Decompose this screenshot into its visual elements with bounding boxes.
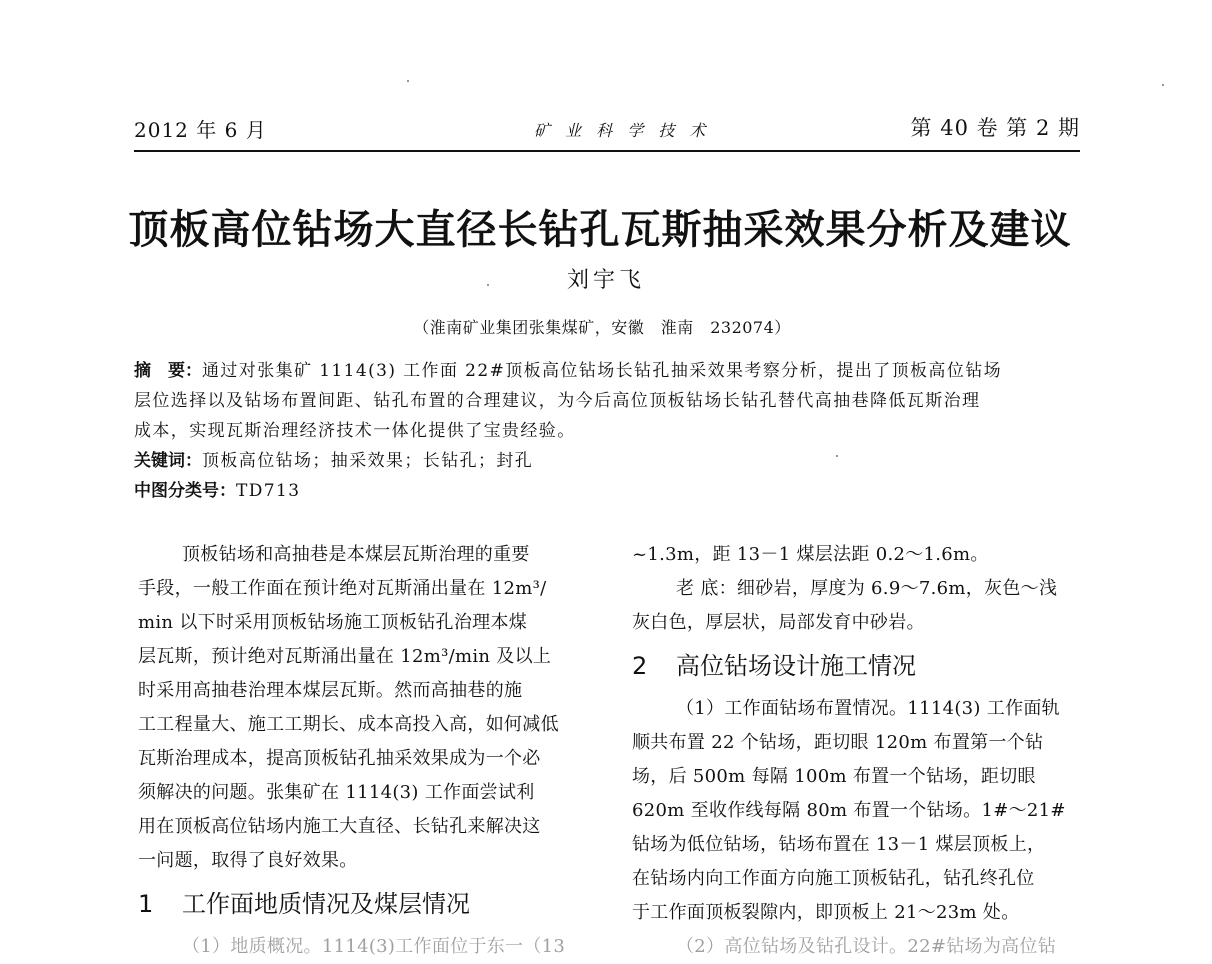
keywords-line xyxy=(134,446,1084,476)
section-heading-1 xyxy=(138,882,590,926)
article-affiliation: （淮南矿业集团张集煤矿，安徽 淮南 232074） xyxy=(413,318,791,337)
body-line: 老 底：细砂岩，厚度为 6.9～7.6m，灰色～浅 xyxy=(676,578,1058,599)
abstract-line xyxy=(134,386,1084,416)
section-title: 工作面地质情况及煤层情况 xyxy=(182,890,470,918)
body-line: ~1.3m，距 13－1 煤层法距 0.2～1.6m。 xyxy=(632,544,989,565)
header-journal-name: 矿 业 科 学 技 术 xyxy=(534,121,711,140)
article-author: 刘宇飞 xyxy=(566,268,645,293)
keywords-text: 顶板高位钻场；抽采效果；长钻孔；封孔 xyxy=(202,451,534,471)
body-line: （1）工作面钻场布置情况。1114(3) 工作面轨 xyxy=(676,698,1060,719)
body-line: 于工作面顶板裂隙内，即顶板上 21～23m 处。 xyxy=(632,902,1020,923)
scan-speck xyxy=(1162,84,1164,86)
body-line: 层瓦斯，预计绝对瓦斯涌出量在 12m³/min 及以上 xyxy=(138,646,552,667)
abstract-line xyxy=(134,356,1084,386)
article-title: 顶板高位钻场大直径长钻孔瓦斯抽采效果分析及建议 xyxy=(128,206,1072,253)
section-number: 1 xyxy=(138,890,154,918)
cut-off-line: （2）高位钻场及钻孔设计。22#钻场为高位钻 xyxy=(676,936,1057,957)
body-line: 工工程量大、施工工期长、成本高投入高，如何减低 xyxy=(138,714,559,735)
left-column xyxy=(138,538,590,964)
abstract-text: 通过对张集矿 1114(3) 工作面 22#顶板高位钻场长钻孔抽采效果考察分析，提出了顶板高位钻场 xyxy=(202,361,1003,381)
scan-speck xyxy=(407,80,409,82)
body-line: 一问题，取得了良好效果。 xyxy=(138,850,358,871)
section-title: 高位钻场设计施工情况 xyxy=(676,652,916,680)
running-header xyxy=(134,112,1080,144)
section-number: 2 xyxy=(632,652,648,680)
keywords-label: 关键词： xyxy=(134,451,202,471)
abstract-line xyxy=(134,416,1084,446)
body-line: 场，后 500m 每隔 100m 布置一个钻场，距切眼 xyxy=(632,766,1036,787)
header-date: 2012 年 6 月 xyxy=(134,118,267,142)
body-line: 620m 至收作线每隔 80m 布置一个钻场。1#～21# xyxy=(632,800,1066,821)
header-rule xyxy=(134,150,1080,152)
body-line: 须解决的问题。张集矿在 1114(3) 工作面尝试利 xyxy=(138,782,535,803)
body-line: 用在顶板高位钻场内施工大直径、长钻孔来解决这 xyxy=(138,816,541,837)
section-heading-2 xyxy=(632,644,1084,688)
body-line: 时采用高抽巷治理本煤层瓦斯。然而高抽巷的施 xyxy=(138,680,523,701)
body-line: 钻场为低位钻场，钻场布置在 13－1 煤层顶板上， xyxy=(632,834,1046,855)
classification-label: 中图分类号： xyxy=(134,481,236,501)
body-line: min 以下时采用顶板钻场施工顶板钻孔治理本煤 xyxy=(138,612,528,633)
body-line: 灰白色，厚层状，局部发育中砂岩。 xyxy=(632,612,925,633)
classification-line xyxy=(134,476,1084,506)
abstract-text: 成本，实现瓦斯治理经济技术一体化提供了宝贵经验。 xyxy=(134,421,576,441)
abstract-block xyxy=(134,356,1084,506)
body-line: 手段，一般工作面在预计绝对瓦斯涌出量在 12m³/ xyxy=(138,578,547,599)
cut-off-line: （1）地质概况。1114(3)工作面位于东一（13 xyxy=(182,936,566,957)
body-line: 瓦斯治理成本，提高顶板钻孔抽采效果成为一个必 xyxy=(138,748,541,769)
right-column xyxy=(632,538,1084,964)
body-line: 在钻场内向工作面方向施工顶板钻孔，钻孔终孔位 xyxy=(632,868,1035,889)
abstract-label: 摘 要： xyxy=(134,361,202,381)
abstract-text: 层位选择以及钻场布置间距、钻孔布置的合理建议，为今后高位顶板钻场长钻孔替代高抽巷降低瓦斯治理 xyxy=(134,391,981,411)
classification-code: TD713 xyxy=(236,481,301,501)
body-line: 顶板钻场和高抽巷是本煤层瓦斯治理的重要 xyxy=(182,544,530,565)
body-line: 顺共布置 22 个钻场，距切眼 120m 布置第一个钻 xyxy=(632,732,1044,753)
header-issue: 第 40 卷 第 2 期 xyxy=(910,116,1080,140)
